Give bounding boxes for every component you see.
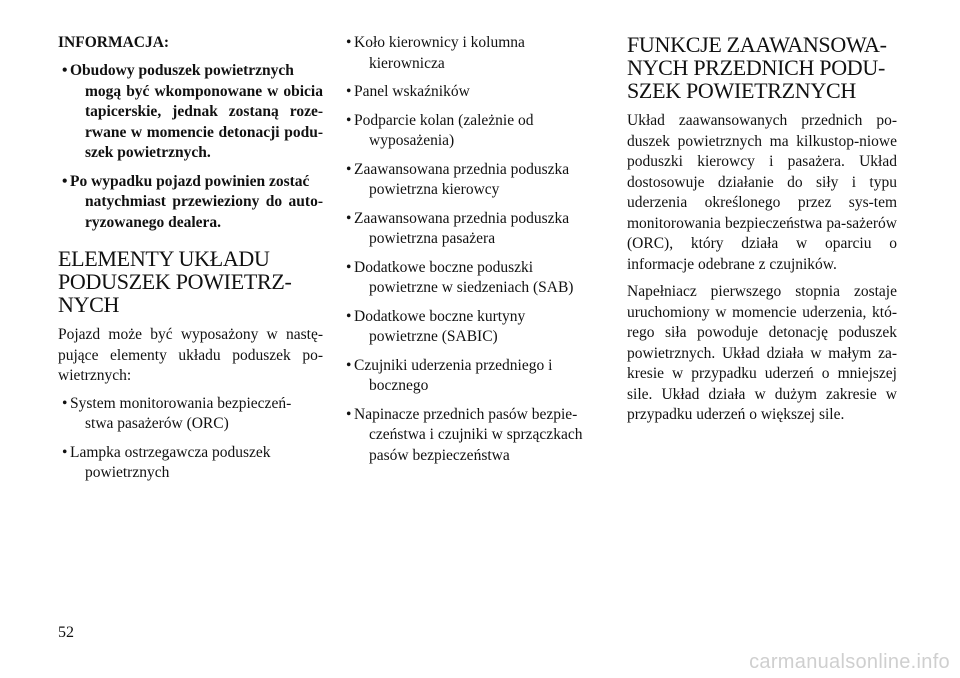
list-item (342, 258, 608, 299)
list-item (342, 405, 608, 467)
intro-paragraph: Pojazd może być wyposażony w nastę-pujące elementy układu poduszek po-wietrznych: (58, 326, 323, 384)
list-item (342, 356, 608, 397)
watermark-footer: carmanualsonline.info (749, 651, 950, 673)
note-item-first: • Po wypadku pojazd powinien zostać (70, 172, 310, 190)
list-item-first: • Koło kierownicy i kolumna (354, 34, 525, 51)
heading-line: SZEK POWIETRZNYCH (627, 78, 856, 103)
list-item-rest: powietrzne w siedzeniach (SAB) (369, 279, 574, 296)
list-item-rest: powietrzna kierowcy (369, 181, 500, 198)
list-item-rest: powietrzna pasażera (369, 230, 496, 247)
list-item (342, 33, 608, 74)
list-item-first: • Lampka ostrzegawcza poduszek (70, 443, 271, 461)
list-item-first: • Napinacze przednich pasów bezpie- (354, 405, 578, 423)
paragraph-system-description: Układ zaawansowanych przednich po-duszek powietrznych ma kilkustop-niowe poduszki kierowcy i pasażera. Układ dostosowuje działanie do siły i typu uderzenia określonego przez sys-tem monitorowania bezpieczeństwa pa-sażerów (ORC), który działa w oparciu o informacje odebrane z czujników. (627, 112, 897, 273)
list-item (342, 160, 608, 201)
heading-line: ELEMENTY UKŁADU (58, 246, 270, 271)
list-item-first: • Czujniki uderzenia przedniego i (354, 356, 553, 374)
list-item-rest: powietrzne (SABIC) (369, 328, 498, 345)
list-item-rest: powietrznych (85, 464, 170, 481)
list-item (58, 443, 323, 484)
note-list (58, 61, 323, 233)
list-item-first: • System monitorowania bezpieczeń- (70, 394, 292, 412)
right-column (627, 33, 897, 433)
middle-column (342, 33, 608, 474)
list-item-rest: stwa pasażerów (ORC) (85, 415, 229, 432)
list-item-rest: bocznego (369, 377, 429, 394)
list-item-first: • Dodatkowe boczne poduszki (354, 258, 534, 276)
component-list-continued (342, 33, 608, 466)
list-item-first: • Dodatkowe boczne kurtyny (354, 307, 526, 325)
list-item-rest: kierownicza (369, 54, 445, 72)
section-heading-advanced-front-airbags (627, 33, 897, 102)
note-item (58, 61, 323, 164)
page-number: 52 (58, 624, 74, 641)
list-item (58, 394, 323, 435)
component-list (58, 394, 323, 484)
note-item-rest: mogą być wkomponowane w obicia tapicerskie, jednak zostaną roze-rwane w momencie detonacji podu-szek powietrznych. (85, 82, 323, 161)
heading-line: NYCH (58, 292, 120, 317)
paragraph-inflator-stages: Napełniacz pierwszego stopnia zostaje uruchomiony w momencie uderzenia, któ-rego siła powoduje detonację poduszek powietrznych. Układ działa w małym za-kresie w przypadku uderzeń o mniejszej sile. Układ działa w dużym zakresie w przypadku uderzeń o większej sile. (627, 283, 897, 423)
list-item (342, 209, 608, 250)
note-title: INFORMACJA: (58, 34, 170, 51)
note-item-rest: natychmiast przewieziony do auto-ryzowanego dealera. (85, 193, 323, 231)
list-item (342, 82, 608, 103)
list-item (342, 307, 608, 348)
note-item-first: • Obudowy poduszek powietrznych (70, 62, 294, 79)
heading-line: PODUSZEK POWIETRZ- (58, 269, 292, 294)
list-item-first: • Panel wskaźników (354, 83, 470, 100)
list-item-rest: czeństwa i czujniki w sprzączkach pasów bezpieczeństwa (369, 426, 583, 464)
list-item-first: • Podparcie kolan (zależnie od (354, 111, 534, 129)
list-item-rest: wyposażenia) (369, 132, 455, 149)
section-heading-airbag-components (58, 247, 323, 316)
heading-line: FUNKCJE ZAAWANSOWA- (627, 32, 887, 57)
list-item (342, 111, 608, 152)
list-item-first: • Zaawansowana przednia poduszka (354, 209, 570, 227)
left-column (58, 33, 323, 492)
list-item-first: • Zaawansowana przednia poduszka (354, 160, 570, 178)
note-item (58, 172, 323, 234)
heading-line: NYCH PRZEDNICH PODU- (627, 55, 886, 80)
